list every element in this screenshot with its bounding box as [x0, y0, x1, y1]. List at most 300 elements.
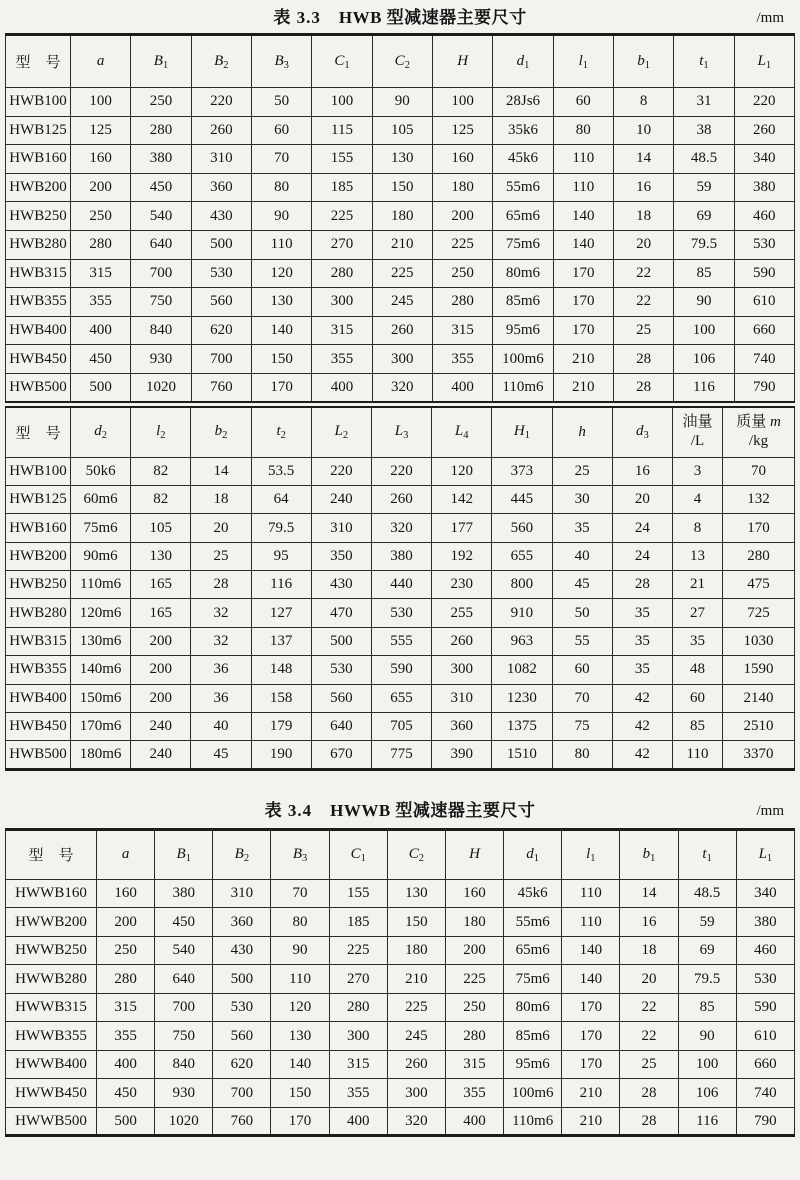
- value-cell: 315: [71, 259, 131, 288]
- value-cell: 310: [311, 514, 371, 542]
- value-cell: 200: [71, 173, 131, 202]
- value-cell: 210: [553, 345, 613, 374]
- value-cell: 245: [387, 1022, 445, 1051]
- value-cell: 130: [131, 542, 191, 570]
- column-header: $C_1$: [312, 35, 372, 88]
- value-cell: 18: [613, 202, 673, 231]
- value-cell: 120m6: [71, 599, 131, 627]
- table-row: [6, 1022, 795, 1051]
- value-cell: 25: [620, 1050, 678, 1079]
- value-cell: 36: [191, 684, 251, 712]
- value-cell: 380: [371, 542, 431, 570]
- value-cell: 225: [432, 230, 492, 259]
- column-header: $d_3$: [612, 407, 672, 457]
- value-cell: 1082: [492, 656, 552, 684]
- value-cell: 18: [620, 936, 678, 965]
- value-cell: 430: [191, 202, 251, 231]
- table-row: [6, 993, 795, 1022]
- model-cell: HWWB315: [6, 993, 97, 1022]
- value-cell: 50: [552, 599, 612, 627]
- model-cell: HWB500: [6, 741, 71, 769]
- value-cell: 380: [131, 145, 191, 174]
- value-cell: 140: [553, 230, 613, 259]
- value-cell: 42: [612, 713, 672, 741]
- value-cell: 170: [562, 1050, 620, 1079]
- table-row: [6, 514, 795, 542]
- value-cell: 750: [131, 288, 191, 317]
- value-cell: 610: [736, 1022, 794, 1051]
- value-cell: 60: [251, 116, 311, 145]
- model-column-header: 型 号: [6, 829, 97, 879]
- value-cell: 280: [329, 993, 387, 1022]
- value-cell: 20: [620, 965, 678, 994]
- value-cell: 400: [71, 316, 131, 345]
- value-cell: 790: [734, 373, 794, 402]
- column-header: 质量 m /kg: [723, 407, 795, 457]
- value-cell: 80m6: [493, 259, 553, 288]
- value-cell: 59: [678, 908, 736, 937]
- value-cell: 310: [191, 145, 251, 174]
- column-header: $l_2$: [131, 407, 191, 457]
- value-cell: 355: [312, 345, 372, 374]
- value-cell: 45: [191, 741, 251, 769]
- table-row: [6, 116, 795, 145]
- value-cell: 137: [251, 627, 311, 655]
- table-row: [6, 879, 795, 908]
- value-cell: 260: [432, 627, 492, 655]
- value-cell: 1020: [155, 1107, 213, 1136]
- value-cell: 740: [736, 1079, 794, 1108]
- value-cell: 225: [312, 202, 372, 231]
- value-cell: 170: [251, 373, 311, 402]
- value-cell: 120: [251, 259, 311, 288]
- column-header: $t_1$: [678, 829, 736, 879]
- column-header: $C_2$: [387, 829, 445, 879]
- value-cell: 280: [723, 542, 795, 570]
- value-cell: 155: [329, 879, 387, 908]
- value-cell: 70: [552, 684, 612, 712]
- value-cell: 20: [613, 230, 673, 259]
- value-cell: 100: [432, 88, 492, 117]
- value-cell: 110m6: [493, 373, 553, 402]
- value-cell: 840: [155, 1050, 213, 1079]
- value-cell: 1230: [492, 684, 552, 712]
- column-header: $b_1$: [620, 829, 678, 879]
- value-cell: 55m6: [493, 173, 553, 202]
- column-header: $B_3$: [271, 829, 329, 879]
- value-cell: 150: [251, 345, 311, 374]
- value-cell: 116: [674, 373, 734, 402]
- value-cell: 560: [311, 684, 371, 712]
- value-cell: 75m6: [71, 514, 131, 542]
- value-cell: 440: [371, 571, 431, 599]
- value-cell: 35: [612, 627, 672, 655]
- value-cell: 160: [71, 145, 131, 174]
- model-cell: HWWB500: [6, 1107, 97, 1136]
- value-cell: 270: [312, 230, 372, 259]
- value-cell: 500: [213, 965, 271, 994]
- value-cell: 180m6: [71, 741, 131, 769]
- value-cell: 540: [155, 936, 213, 965]
- value-cell: 28: [191, 571, 251, 599]
- model-cell: HWWB200: [6, 908, 97, 937]
- value-cell: 355: [445, 1079, 503, 1108]
- table-row: [6, 202, 795, 231]
- value-cell: 530: [311, 656, 371, 684]
- value-cell: 655: [371, 684, 431, 712]
- value-cell: 100m6: [504, 1079, 562, 1108]
- table-row: [6, 88, 795, 117]
- model-cell: HWWB355: [6, 1022, 97, 1051]
- value-cell: 82: [131, 485, 191, 513]
- value-cell: 31: [674, 88, 734, 117]
- value-cell: 610: [734, 288, 794, 317]
- value-cell: 530: [191, 259, 251, 288]
- value-cell: 660: [736, 1050, 794, 1079]
- column-header: $l_1$: [553, 35, 613, 88]
- value-cell: 230: [432, 571, 492, 599]
- value-cell: 320: [372, 373, 432, 402]
- model-cell: HWB160: [6, 514, 71, 542]
- value-cell: 355: [71, 288, 131, 317]
- value-cell: 40: [552, 542, 612, 570]
- column-header: $L_1$: [734, 35, 794, 88]
- value-cell: 210: [562, 1107, 620, 1136]
- model-column-header: 型 号: [6, 35, 71, 88]
- value-cell: 280: [312, 259, 372, 288]
- value-cell: 460: [734, 202, 794, 231]
- model-cell: HWWB280: [6, 965, 97, 994]
- value-cell: 21: [673, 571, 723, 599]
- value-cell: 100: [71, 88, 131, 117]
- value-cell: 1020: [131, 373, 191, 402]
- value-cell: 185: [312, 173, 372, 202]
- value-cell: 475: [723, 571, 795, 599]
- value-cell: 315: [432, 316, 492, 345]
- model-cell: HWB315: [6, 259, 71, 288]
- value-cell: 110m6: [504, 1107, 562, 1136]
- value-cell: 150: [387, 908, 445, 937]
- value-cell: 350: [311, 542, 371, 570]
- value-cell: 355: [97, 1022, 155, 1051]
- model-cell: HWB250: [6, 202, 71, 231]
- value-cell: 90: [271, 936, 329, 965]
- value-cell: 2510: [723, 713, 795, 741]
- value-cell: 140: [271, 1050, 329, 1079]
- value-cell: 90m6: [71, 542, 131, 570]
- value-cell: 300: [329, 1022, 387, 1051]
- value-cell: 280: [131, 116, 191, 145]
- value-cell: 530: [213, 993, 271, 1022]
- table-row: [6, 599, 795, 627]
- value-cell: 380: [155, 879, 213, 908]
- value-cell: 170m6: [71, 713, 131, 741]
- value-cell: 225: [329, 936, 387, 965]
- value-cell: 132: [723, 485, 795, 513]
- column-header: $d_1$: [493, 35, 553, 88]
- value-cell: 725: [723, 599, 795, 627]
- value-cell: 70: [723, 457, 795, 485]
- value-cell: 150: [271, 1079, 329, 1108]
- model-cell: HWB280: [6, 230, 71, 259]
- table-row: [6, 542, 795, 570]
- value-cell: 160: [432, 145, 492, 174]
- table-row: [6, 173, 795, 202]
- value-cell: 165: [131, 571, 191, 599]
- value-cell: 355: [329, 1079, 387, 1108]
- model-cell: HWB100: [6, 457, 71, 485]
- value-cell: 310: [432, 684, 492, 712]
- value-cell: 130: [271, 1022, 329, 1051]
- value-cell: 640: [131, 230, 191, 259]
- value-cell: 53.5: [251, 457, 311, 485]
- value-cell: 48.5: [674, 145, 734, 174]
- value-cell: 250: [97, 936, 155, 965]
- value-cell: 28: [612, 571, 672, 599]
- value-cell: 260: [387, 1050, 445, 1079]
- value-cell: 100: [674, 316, 734, 345]
- value-cell: 80: [552, 741, 612, 769]
- value-cell: 42: [612, 741, 672, 769]
- value-cell: 155: [312, 145, 372, 174]
- value-cell: 400: [445, 1107, 503, 1136]
- value-cell: 25: [613, 316, 673, 345]
- value-cell: 760: [213, 1107, 271, 1136]
- value-cell: 28Js6: [493, 88, 553, 117]
- value-cell: 14: [191, 457, 251, 485]
- value-cell: 250: [432, 259, 492, 288]
- value-cell: 170: [562, 993, 620, 1022]
- value-cell: 160: [445, 879, 503, 908]
- value-cell: 140: [562, 936, 620, 965]
- value-cell: 280: [71, 230, 131, 259]
- value-cell: 930: [155, 1079, 213, 1108]
- value-cell: 140m6: [71, 656, 131, 684]
- value-cell: 255: [432, 599, 492, 627]
- value-cell: 555: [371, 627, 431, 655]
- value-cell: 32: [191, 627, 251, 655]
- value-cell: 500: [191, 230, 251, 259]
- value-cell: 620: [191, 316, 251, 345]
- value-cell: 775: [371, 741, 431, 769]
- value-cell: 110: [562, 879, 620, 908]
- value-cell: 28: [613, 345, 673, 374]
- model-cell: HWB450: [6, 713, 71, 741]
- value-cell: 90: [678, 1022, 736, 1051]
- value-cell: 260: [371, 485, 431, 513]
- column-header: $d_1$: [504, 829, 562, 879]
- value-cell: 75: [552, 713, 612, 741]
- column-header: $C_1$: [329, 829, 387, 879]
- column-header: $b_2$: [191, 407, 251, 457]
- value-cell: 310: [213, 879, 271, 908]
- value-cell: 14: [613, 145, 673, 174]
- value-cell: 315: [445, 1050, 503, 1079]
- value-cell: 360: [191, 173, 251, 202]
- value-cell: 180: [387, 936, 445, 965]
- value-cell: 2140: [723, 684, 795, 712]
- table-row: [6, 965, 795, 994]
- value-cell: 48: [673, 656, 723, 684]
- value-cell: 110: [271, 965, 329, 994]
- table-3-4: [5, 828, 795, 1138]
- value-cell: 120: [432, 457, 492, 485]
- model-cell: HWB315: [6, 627, 71, 655]
- value-cell: 80: [553, 116, 613, 145]
- value-cell: 1510: [492, 741, 552, 769]
- column-header: $d_2$: [71, 407, 131, 457]
- value-cell: 35k6: [493, 116, 553, 145]
- value-cell: 400: [312, 373, 372, 402]
- table33-caption: [0, 0, 800, 29]
- value-cell: 705: [371, 713, 431, 741]
- value-cell: 840: [131, 316, 191, 345]
- value-cell: 110: [562, 908, 620, 937]
- table-row: [6, 316, 795, 345]
- value-cell: 13: [673, 542, 723, 570]
- column-header: 油量 /L: [673, 407, 723, 457]
- model-cell: HWWB160: [6, 879, 97, 908]
- column-header: $B_3$: [251, 35, 311, 88]
- value-cell: 125: [71, 116, 131, 145]
- value-cell: 85m6: [504, 1022, 562, 1051]
- table33-title: HWB 型减速器主要尺寸: [338, 8, 527, 27]
- value-cell: 250: [131, 88, 191, 117]
- value-cell: 380: [734, 173, 794, 202]
- header-row: [6, 829, 795, 879]
- value-cell: 4: [673, 485, 723, 513]
- value-cell: 560: [191, 288, 251, 317]
- value-cell: 390: [432, 741, 492, 769]
- value-cell: 450: [155, 908, 213, 937]
- value-cell: 225: [445, 965, 503, 994]
- table-3-3-lower-section: [5, 406, 795, 771]
- value-cell: 60m6: [71, 485, 131, 513]
- value-cell: 158: [251, 684, 311, 712]
- model-cell: HWB200: [6, 542, 71, 570]
- value-cell: 210: [372, 230, 432, 259]
- model-cell: HWB450: [6, 345, 71, 374]
- value-cell: 35: [612, 599, 672, 627]
- value-cell: 130: [251, 288, 311, 317]
- table-row: [6, 571, 795, 599]
- table-row: [6, 684, 795, 712]
- value-cell: 150: [372, 173, 432, 202]
- value-cell: 400: [329, 1107, 387, 1136]
- value-cell: 280: [445, 1022, 503, 1051]
- model-column-header: 型 号: [6, 407, 71, 457]
- value-cell: 28: [620, 1079, 678, 1108]
- value-cell: 82: [131, 457, 191, 485]
- value-cell: 930: [131, 345, 191, 374]
- table-row: [6, 908, 795, 937]
- value-cell: 3370: [723, 741, 795, 769]
- value-cell: 340: [736, 879, 794, 908]
- value-cell: 320: [387, 1107, 445, 1136]
- column-header: a: [97, 829, 155, 879]
- value-cell: 160: [97, 879, 155, 908]
- value-cell: 560: [213, 1022, 271, 1051]
- table-row: [6, 373, 795, 402]
- model-cell: HWB500: [6, 373, 71, 402]
- value-cell: 24: [612, 542, 672, 570]
- column-header: $L_3$: [371, 407, 431, 457]
- value-cell: 210: [387, 965, 445, 994]
- value-cell: 140: [562, 965, 620, 994]
- value-cell: 180: [372, 202, 432, 231]
- column-header: a: [71, 35, 131, 88]
- value-cell: 100: [678, 1050, 736, 1079]
- value-cell: 110: [553, 145, 613, 174]
- table34-unit: /mm: [756, 802, 784, 819]
- value-cell: 590: [371, 656, 431, 684]
- value-cell: 106: [674, 345, 734, 374]
- value-cell: 70: [271, 879, 329, 908]
- value-cell: 250: [71, 202, 131, 231]
- value-cell: 36: [191, 656, 251, 684]
- value-cell: 320: [371, 514, 431, 542]
- value-cell: 700: [191, 345, 251, 374]
- model-cell: HWB125: [6, 485, 71, 513]
- value-cell: 150m6: [71, 684, 131, 712]
- value-cell: 69: [674, 202, 734, 231]
- column-header: $l_1$: [562, 829, 620, 879]
- value-cell: 24: [612, 514, 672, 542]
- column-header: $H_1$: [492, 407, 552, 457]
- value-cell: 35: [612, 656, 672, 684]
- value-cell: 179: [251, 713, 311, 741]
- value-cell: 700: [213, 1079, 271, 1108]
- value-cell: 70: [251, 145, 311, 174]
- value-cell: 315: [312, 316, 372, 345]
- value-cell: 140: [251, 316, 311, 345]
- value-cell: 315: [329, 1050, 387, 1079]
- model-cell: HWB250: [6, 571, 71, 599]
- value-cell: 640: [311, 713, 371, 741]
- value-cell: 48.5: [678, 879, 736, 908]
- value-cell: 85m6: [493, 288, 553, 317]
- value-cell: 655: [492, 542, 552, 570]
- value-cell: 400: [432, 373, 492, 402]
- value-cell: 300: [387, 1079, 445, 1108]
- table34-label: 表 3.4: [264, 800, 313, 820]
- value-cell: 380: [736, 908, 794, 937]
- value-cell: 300: [312, 288, 372, 317]
- value-cell: 670: [311, 741, 371, 769]
- value-cell: 373: [492, 457, 552, 485]
- table34-title: HWWB 型减速器主要尺寸: [330, 800, 536, 820]
- value-cell: 115: [312, 116, 372, 145]
- value-cell: 240: [311, 485, 371, 513]
- value-cell: 170: [723, 514, 795, 542]
- value-cell: 35: [673, 627, 723, 655]
- value-cell: 69: [678, 936, 736, 965]
- column-header: h: [552, 407, 612, 457]
- table-row: [6, 936, 795, 965]
- value-cell: 130: [372, 145, 432, 174]
- value-cell: 240: [131, 741, 191, 769]
- value-cell: 360: [213, 908, 271, 937]
- value-cell: 280: [432, 288, 492, 317]
- value-cell: 460: [736, 936, 794, 965]
- value-cell: 25: [552, 457, 612, 485]
- value-cell: 8: [673, 514, 723, 542]
- table-3-3-upper-section: [5, 33, 795, 403]
- column-header: $B_2$: [213, 829, 271, 879]
- model-cell: HWB400: [6, 316, 71, 345]
- table33-label: 表 3.3: [273, 8, 321, 27]
- value-cell: 590: [734, 259, 794, 288]
